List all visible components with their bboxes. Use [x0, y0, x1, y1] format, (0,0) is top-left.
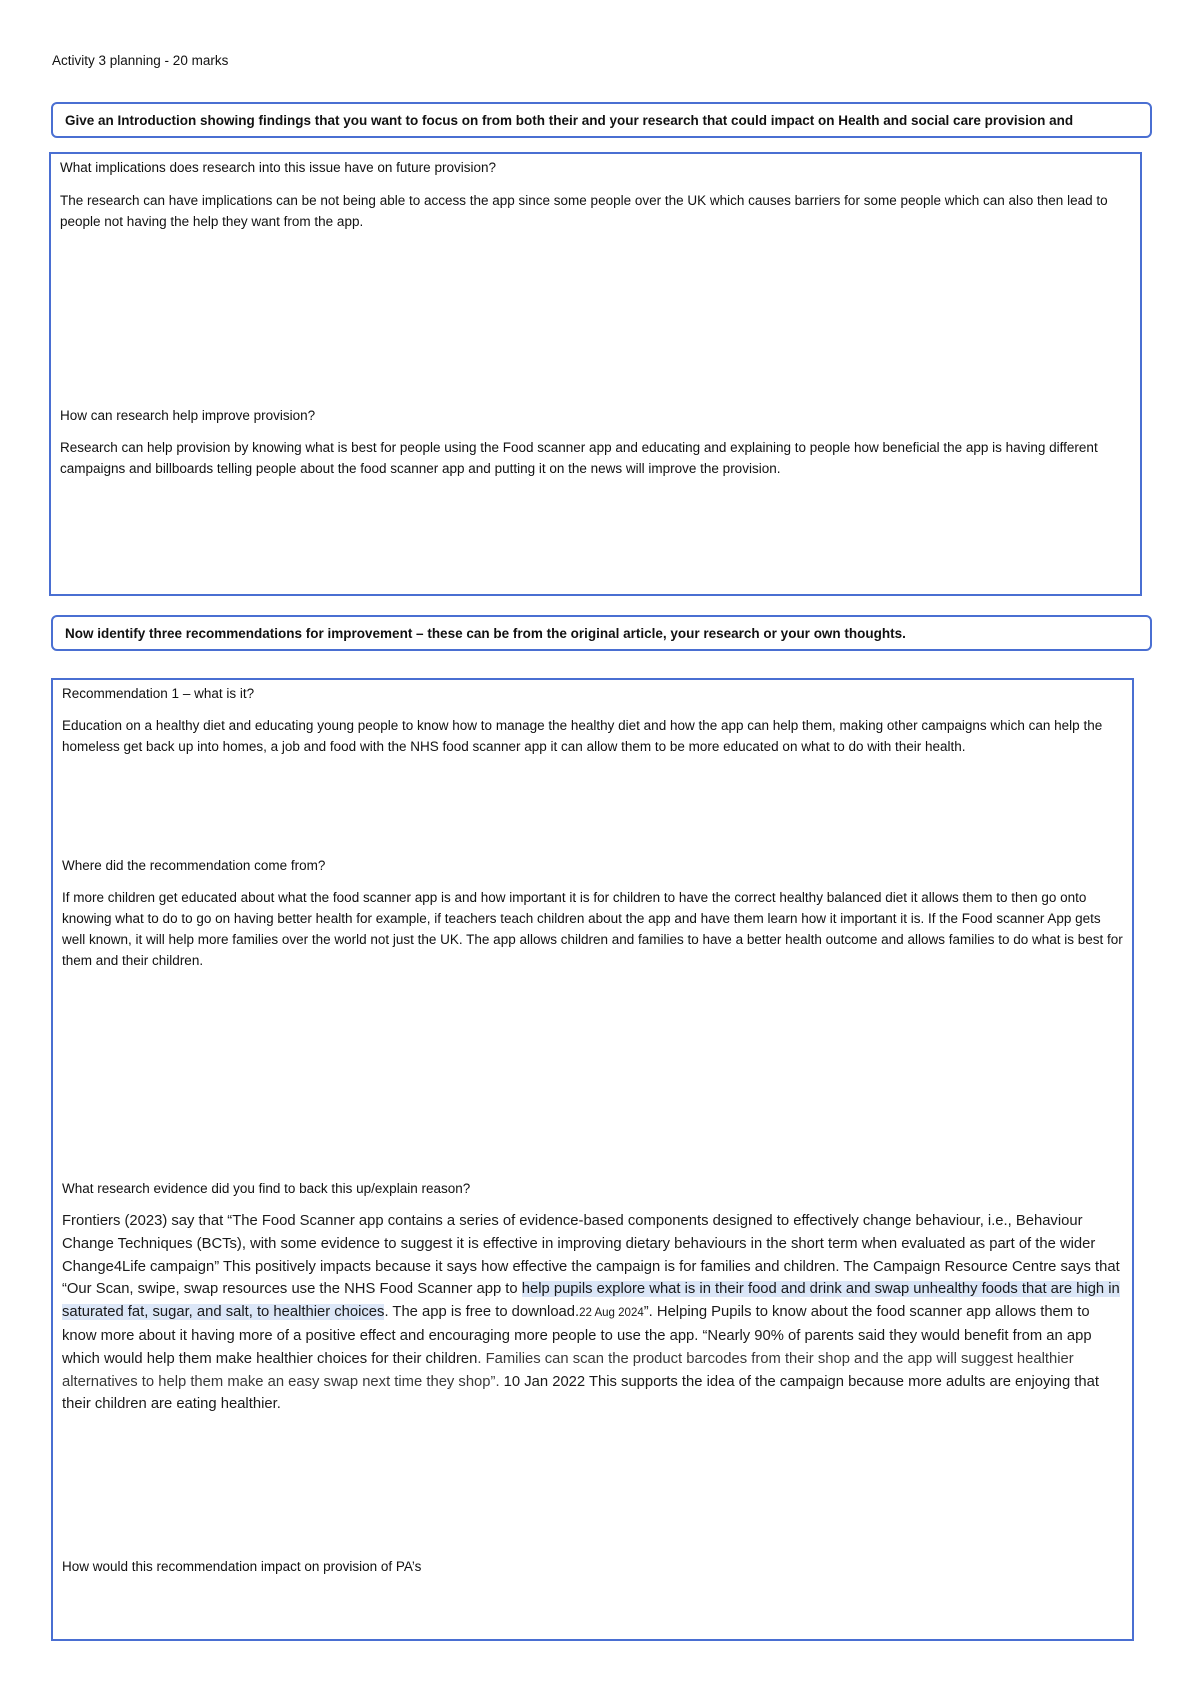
evidence-text-part-4: . Families can scan the product barcodes from their shop and the app will suggest healthier alternatives to help them make an easy swap next time they shop”.: [62, 1350, 1074, 1390]
evidence-text-part-3: ”. Helping Pupils to know about the food scanner app allows them to know more about it having more of a positive effect and encouraging more people to use the app. “Nearly 90% of parents said they would benefit from an app which would help them make healthier choices for their children: [62, 1304, 1092, 1367]
evidence-text-part-1: Frontiers (2023) say that “The Food Scanner app contains a series of evidence-based components designed to effectively change behaviour, i.e., Behaviour Change Techniques (BCTs), with some evidence to suggest it is effective in improving dietary behaviours in the short term when evaluated as part of the wider Change4Life campaign” This positively impacts because it says how effective the campaign is for families and children. The Campaign Resource Centre says that “Our Scan, swipe, swap resources use the NHS Food Scanner app to: [62, 1213, 1120, 1298]
implications-answer[interactable]: The research can have implications can be not being able to access the app since some people over the UK which causes barriers for some people which can also then lead to people not having the help they want from the app.: [60, 193, 1108, 229]
recommendation-source-answer[interactable]: If more children get educated about what the food scanner app is and how important it is for children to have the correct healthy balanced diet it allows them to then go onto knowing what to do to go on having better health for example, if teachers teach children about the app and have them learn how it important it is. If the Food scanner App gets well known, it will help more families over the world not just the UK. The app allows children and families to have a better health outcome and allows families to do what is best for them and their children.: [62, 890, 1123, 968]
recommendation-1-box: [51, 678, 1134, 1641]
recommendation-1-question: Recommendation 1 – what is it?: [62, 686, 255, 701]
implications-question: What implications does research into this issue have on future provision?: [60, 160, 496, 175]
evidence-highlighted-quote: help pupils explore what is in their food and drink and swap unhealthy foods that are high in saturated fat, sugar, and salt, to healthier choices: [62, 1281, 1120, 1321]
recommendations-instruction-text: Now identify three recommendations for improvement – these can be from the original article, your research or your own thoughts.: [65, 625, 906, 641]
evidence-text-part-5: This supports the idea of the campaign because more adults are enjoying that their children are eating healthier.: [62, 1373, 1099, 1413]
evidence-date-2: 10 Jan 2022: [499, 1373, 586, 1390]
introduction-instruction-text: Give an Introduction showing findings that you want to focus on from both their and your research that could impact on Health and social care provision and: [65, 112, 1074, 128]
evidence-text-part-2: . The app is free to download.: [384, 1304, 580, 1321]
improve-provision-answer[interactable]: Research can help provision by knowing what is best for people using the Food scanner app and educating and explaining to people how beneficial the app is having different campaigns and billboards telling people about the food scanner app and putting it on the news will improve the provision.: [60, 440, 1098, 476]
introduction-instruction-banner: [51, 102, 1152, 138]
document-title: Activity 3 planning - 20 marks: [52, 53, 229, 68]
research-evidence-question: What research evidence did you find to back this up/explain reason?: [62, 1181, 471, 1196]
improve-provision-question: How can research help improve provision?: [60, 408, 316, 423]
impact-on-provision-question: How would this recommendation impact on provision of PA’s: [62, 1559, 422, 1574]
recommendations-instruction-banner: [51, 615, 1152, 651]
recommendation-1-answer[interactable]: Education on a healthy diet and educating young people to know how to manage the healthy diet and how the app can help them, making other campaigns which can help the homeless get back up into homes, a job and food with the NHS food scanner app it can allow them to be more educated on what to do with their health.: [62, 718, 1103, 754]
recommendation-source-question: Where did the recommendation come from?: [62, 858, 326, 873]
evidence-date-1: 22 Aug 2024: [579, 1307, 644, 1320]
research-evidence-answer[interactable]: [62, 1210, 1127, 1416]
